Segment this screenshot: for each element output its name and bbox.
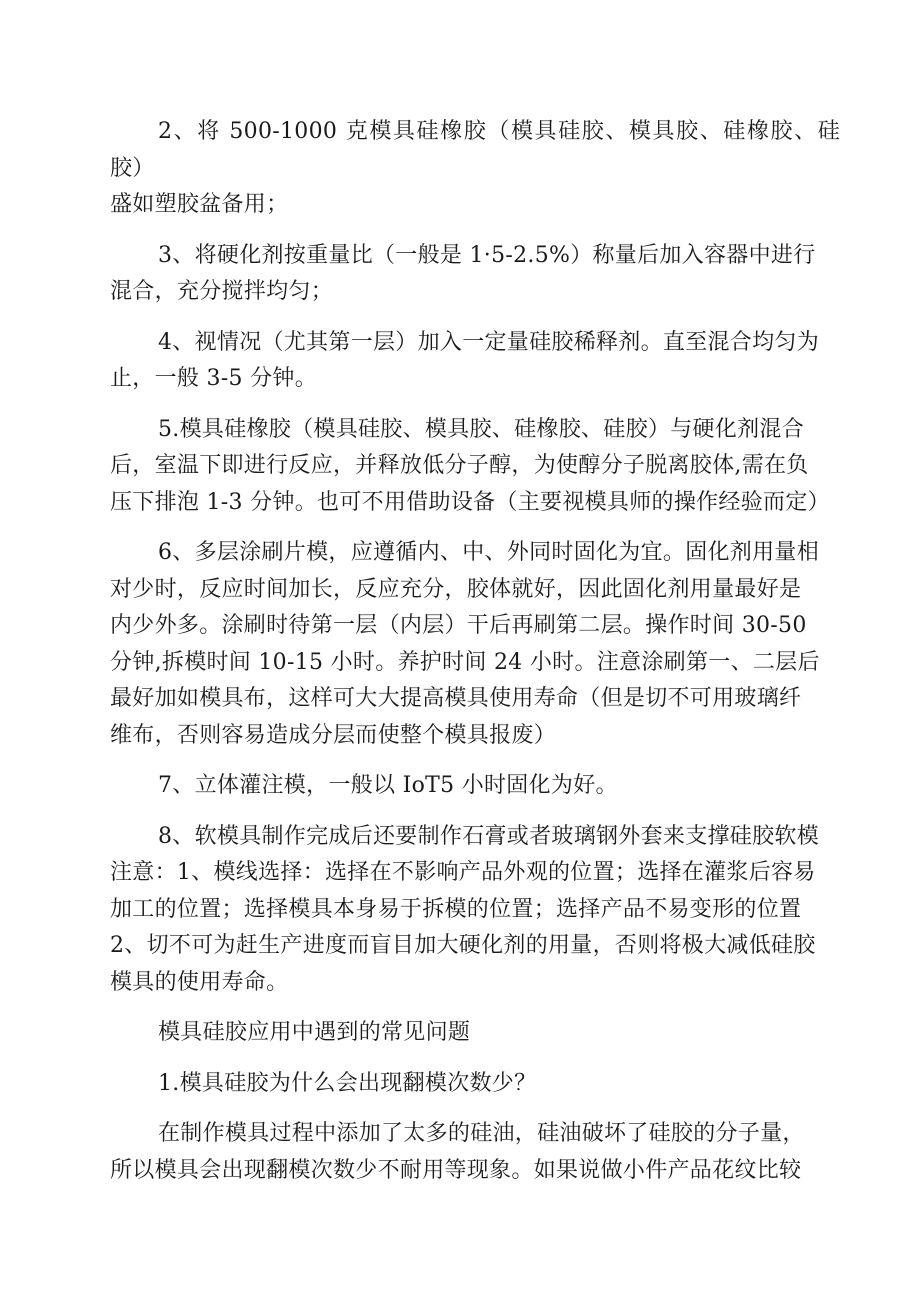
paragraph-step-4: 4、视情况（尤其第一层）加入一定量硅胶稀释剂。直至混合均匀为 止，一般 3-5 分钟。 — [110, 329, 819, 391]
paragraph-step-5: 5.模具硅橡胶（模具硅胶、模具胶、硅橡胶、硅胶）与硬化剂混合 后，室温下即进行反应，并释放低分子醇，为使醇分子脱离胶体,需在负 压下排泡 1-3 分钟。也可不用借助设备（主要视模具师的操作经验而定） — [110, 416, 830, 515]
paragraph-step-2: 2、将 500-1000 克模具硅橡胶（模具硅胶、模具胶、硅橡胶、硅胶） 盛如塑胶盆备用； — [110, 119, 840, 217]
document-page — [110, 114, 840, 1203]
paragraph-step-6: 6、多层涂刷片模，应遵循内、中、外同时固化为宜。固化剂用量相 对少时，反应时间加长，反应充分，胶体就好，因此固化剂用量最好是 内少外多。涂刷时待第一层（内层）干后再刷第二层。操作时间 30-50 分钟,拆模时间 10-15 小时。养护时间 24 小时。注意涂刷第一、二层后 最好加如模具布，这样可大大提高模具使用寿命（但是切不可用玻璃纤 维布，否则容易造成分层而使整个模具报废） — [110, 540, 820, 748]
section-heading-faq: 模具硅胶应用中遇到的常见问题 — [158, 1020, 471, 1045]
paragraph-step-3: 3、将硬化剂按重量比（一般是 1·5-2.5%）称量后加入容器中进行 混合，充分搅拌均匀； — [110, 242, 816, 304]
paragraph-step-8: 8、软模具制作完成后还要制作石膏或者玻璃钢外套来支撑硅胶软模 注意：1、模线选择：选择在不影响产品外观的位置；选择在灌浆后容易 加工的位置；选择模具本身易于拆模的位置；选择产品不易变形的位置 2、切不可为赶生产进度而盲目加大硬化剂的用量，否则将极大减低硅胶 模具的使用寿命。 — [110, 823, 819, 995]
faq-question-1: 1.模具硅胶为什么会出现翻模次数少？ — [158, 1070, 537, 1096]
paragraph-step-7: 7、立体灌注模，一般以 IoT5 小时固化为好。 — [158, 773, 618, 798]
faq-answer-1: 在制作模具过程中添加了太多的硅油，硅油破坏了硅胶的分子量， 所以模具会出现翻模次数少不耐用等现象。如果说做小件产品花纹比较 — [110, 1121, 805, 1183]
